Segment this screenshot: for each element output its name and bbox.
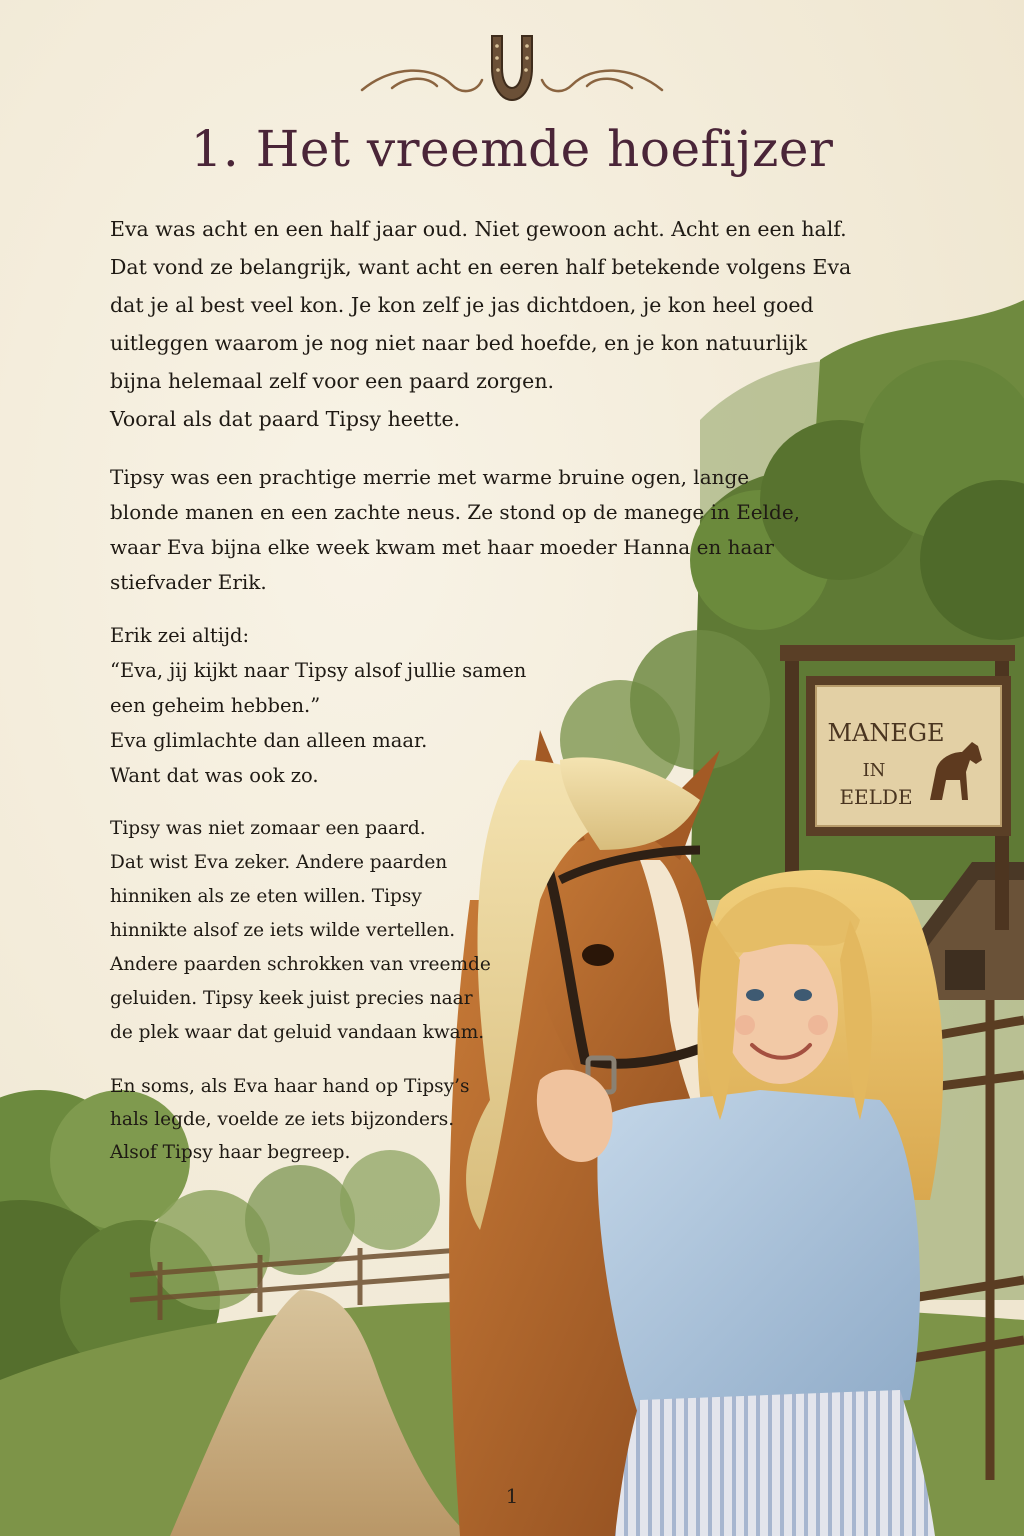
- paragraph-4: [110, 812, 491, 1050]
- paragraph-1: [110, 210, 851, 438]
- text-line: de plek waar dat geluid vandaan kwam.: [110, 1022, 485, 1043]
- manege-sign-text: [816, 686, 1001, 826]
- text-line: En soms, als Eva haar hand op Tipsy’s: [110, 1076, 470, 1097]
- text-line: Eva was acht en een half jaar oud. Niet gewoon acht. Acht en een half.: [110, 217, 847, 241]
- text-line: Want dat was ook zo.: [110, 764, 319, 787]
- text-line: Alsof Tipsy haar begreep.: [110, 1142, 351, 1163]
- page-number: 1: [505, 1484, 519, 1508]
- text-line: hals legde, voelde ze iets bijzonders.: [110, 1109, 455, 1130]
- text-line: bijna helemaal zelf voor een paard zorgen.: [110, 369, 555, 393]
- text-line: hinnikte alsof ze iets wilde vertellen.: [110, 920, 456, 941]
- text-line: Vooral als dat paard Tipsy heette.: [110, 407, 461, 431]
- text-line: hinniken als ze eten willen. Tipsy: [110, 886, 422, 907]
- text-line: stiefvader Erik.: [110, 570, 267, 594]
- text-line: een geheim hebben.”: [110, 694, 321, 717]
- text-line: Andere paarden schrokken van vreemde: [110, 954, 491, 975]
- text-line: geluiden. Tipsy keek juist precies naar: [110, 988, 473, 1009]
- chapter-title: 1. Het vreemde hoefijzer: [190, 120, 834, 178]
- text-line: dat je al best veel kon. Je kon zelf je jas dichtdoen, je kon heel goed: [110, 293, 814, 317]
- text-line: Dat wist Eva zeker. Andere paarden: [110, 852, 448, 873]
- paragraph-3: [110, 618, 526, 793]
- text-line: Tipsy was een prachtige merrie met warme bruine ogen, lange: [110, 465, 750, 489]
- text-line: blonde manen en een zachte neus. Ze stond op de manege in Eelde,: [110, 500, 801, 524]
- sign-line-2: IN: [862, 760, 886, 781]
- text-line: uitleggen waarom je nog niet naar bed hoefde, en je kon natuurlijk: [110, 331, 808, 355]
- text-line: Tipsy was niet zomaar een paard.: [110, 818, 426, 839]
- sign-line-3: EELDE: [839, 785, 913, 809]
- horseshoe-icon: [492, 36, 532, 100]
- sign-line-1: MANEGE: [827, 719, 945, 747]
- text-line: Eva glimlachte dan alleen maar.: [110, 729, 428, 752]
- paragraph-2: [110, 460, 800, 600]
- text-line: Dat vond ze belangrijk, want acht en eeren half betekende volgens Eva: [110, 255, 852, 279]
- text-line: waar Eva bijna elke week kwam met haar moeder Hanna en haar: [110, 535, 774, 559]
- text-line: Erik zei altijd:: [110, 624, 250, 647]
- horseshoe-ornament: [352, 30, 672, 110]
- paragraph-5: [110, 1070, 469, 1169]
- text-line: “Eva, jij kijkt naar Tipsy alsof jullie samen: [110, 659, 527, 682]
